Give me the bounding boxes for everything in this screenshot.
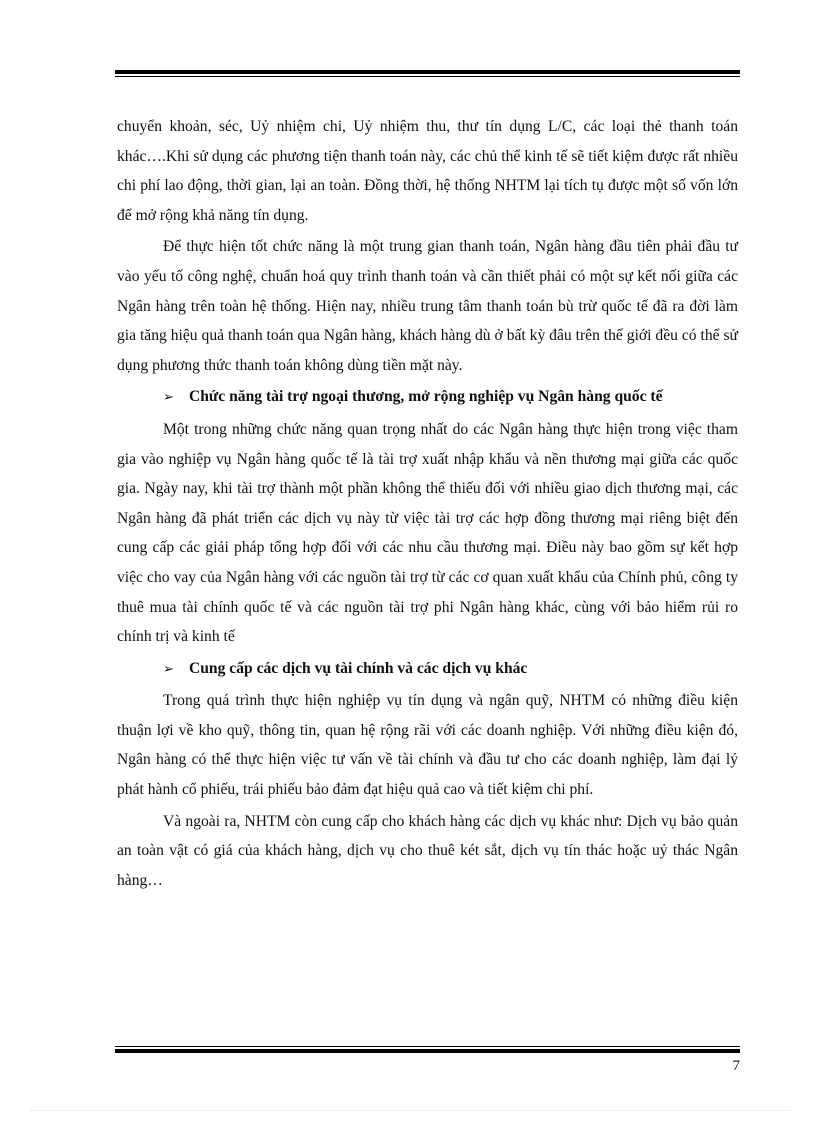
page-number: 7	[732, 1058, 740, 1074]
arrow-bullet-icon: ➢	[163, 390, 174, 406]
section-heading-financial-services	[117, 654, 738, 685]
section-heading-label: Cung cấp các dịch vụ tài chính và các dịch vụ khác	[189, 659, 528, 677]
paragraph-payment-technology: Để thực hiện tốt chức năng là một trung gian thanh toán, Ngân hàng đầu tiên phải đầu tư vào yếu tố công nghệ, chuẩn hoá quy trình thanh toán và cần thiết phải có một sự kết nối giữa các Ngân hàng trên toàn hệ thống. Hiện nay, nhiều trung tâm thanh toán bù trừ quốc tế đã ra đời làm gia tăng hiệu quả thanh toán qua Ngân hàng, khách hàng dù ở bất kỳ đâu trên thế giới đều có thể sử dụng phương thức thanh toán không dùng tiền mặt này.	[117, 238, 738, 374]
paragraph-financial-advisory: Trong quá trình thực hiện nghiệp vụ tín dụng và ngân quỹ, NHTM có những điều kiện thuận lợi về kho quỹ, thông tin, quan hệ rộng rãi với các doanh nghiệp. Với những điều kiện đó, Ngân hàng có thể thực hiện việc tư vấn về tài chính và đầu tư cho các doanh nghiệp, làm đại lý phát hành cổ phiếu, trái phiếu bảo đảm đạt hiệu quả cao và tiết kiệm chi phí.	[117, 692, 738, 799]
page-bottom-dotted-line	[30, 1110, 790, 1111]
paragraph-trade-finance: Một trong những chức năng quan trọng nhất do các Ngân hàng thực hiện trong việc tham gia vào nghiệp vụ Ngân hàng quốc tế là tài trợ xuất nhập khẩu và nền thương mại giữa các quốc gia. Ngày nay, khi tài trợ thành một phần không thể thiếu đối với nhiều giao dịch thương mại, các Ngân hàng đã phát triển các dịch vụ này từ việc tài trợ các hợp đồng thương mại riêng biệt đến cung cấp các giải pháp tổng hợp đối với các nhu cầu thương mại. Điều này bao gồm sự kết hợp việc cho vay của Ngân hàng với các nguồn tài trợ từ các cơ quan xuất khẩu của Chính phủ, công ty thuê mua tài chính quốc tế và các nguồn tài trợ phi Ngân hàng khác, cùng với bảo hiểm rủi ro chính trị và kinh tế	[117, 420, 738, 646]
paragraph-continuation: chuyển khoản, séc, Uỷ nhiệm chi, Uỷ nhiệm thu, thư tín dụng L/C, các loại thẻ thanh toán khác….Khi sử dụng các phương tiện thanh toán này, các chủ thể kinh tế sẽ tiết kiệm được rất nhiều chi phí lao động, thời gian, lại an toàn. Đồng thời, hệ thống NHTM lại tích tụ được một số vốn lớn để mở rộng khả năng tín dụng.	[117, 118, 738, 224]
section-heading-label: Chức năng tài trợ ngoại thương, mở rộng nghiệp vụ Ngân hàng quốc tế	[189, 388, 663, 406]
footer-rule	[115, 1046, 740, 1053]
section-heading-trade-finance	[117, 382, 738, 413]
paragraph-other-services: Và ngoài ra, NHTM còn cung cấp cho khách hàng các dịch vụ khác như: Dịch vụ bảo quản an toàn vật có giá của khách hàng, dịch vụ cho thuê két sắt, dịch vụ tín thác hoặc uỷ thác Ngân hàng…	[117, 812, 738, 889]
document-body	[117, 112, 738, 897]
arrow-bullet-icon: ➢	[163, 661, 174, 677]
header-rule	[115, 70, 740, 77]
